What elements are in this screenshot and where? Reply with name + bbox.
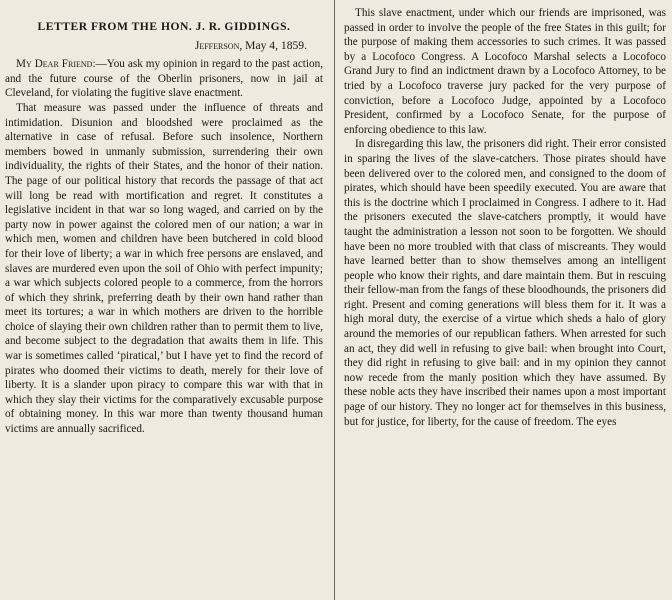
dateline-date: , May 4, 1859. [239, 38, 307, 52]
paragraph-3: This slave enactment, under which our friends are imprisoned, was passed in order to involve the people of the free States in this guilt; for the purpose of making them accessories to such crimes. It was passed by a Locofoco Congress. A Locofoco Marshal selects a Locofoco Grand Jury to find an indictment drawn by a Locofoco Attorney, to be tried by a Locofoco traverse jury packed for the very purpose of conviction, before a Locofoco Judge, appointed by a Locofoco President, confirmed by a Locofoco Senate, for the purpose of enforcing obedience to this law. [344, 7, 666, 136]
dateline-place: Jefferson [194, 38, 240, 52]
paragraph-2: That measure was passed under the influence of threats and intimidation. Disunion and bloodshed were proclaimed as the alternative in case of refusal. Before such insolence, Northern members bowed in unmanly submission, surrendering their own individuality, the rights of their States, and the honor of their nation. The page of our political history that records the passage of that act will long be read with mortification and regret. It constitutes a legislative incident in that war so long waged, and carried on by the party now in power against the colored men of our nation; a war in which men, women and children have been butchered in cold blood for their love of liberty; a war in which free persons are enslaved, and slaves are murdered even upon the soil of Ohio with perfect impunity; a war which subjects colored people to a commerce, from the horrors of which they shrink, preferring death by their own hand rather than meet its tortures; a war in which mothers are driven to the horrible choice of slaying their own children rather than to permit them to live, and become subject to the degradation that awaits them in life. This war is sometimes called ‘piratical,’ but I have yet to find the record of pirates who doomed their victims to death, merely for their love of liberty. It is a slander upon piracy to compare this war with that in which they slay their victims for the comparatively excusable purpose of obtaining money. In this war more than twenty thousand human victims are annually sacrificed. [5, 101, 323, 436]
salutation: My Dear Friend [16, 58, 93, 71]
article-headline: LETTER FROM THE HON. J. R. GIDDINGS. [37, 20, 291, 33]
column-rule [334, 0, 335, 600]
paragraph-1-text: :—You ask my opinion in regard to the past action, and the future course of the Oberlin prisoners, now in jail at Cleveland, for violating the fugitive slave enactment. [5, 58, 323, 100]
paragraph-4: In disregarding this law, the prisoners did right. Their error consisted in sparing the lives of the slave-catchers. Those pirates should have been delivered over to the colored men, and consigned to the doom of pirates, which should have been speedily executed. You are aware that this is the doctrine which I proclaimed in Congress. I adhere to it. Had the prisoners executed the slave-catchers promptly, it would have taught the administration a lesson not soon to be forgotten. We should have been no more troubled with that class of miscreants. They would have learned better than to show themselves among an intelligent people who know their rights, and dare maintain them. But in rescuing their fellow-man from the fangs of these bloodhounds, the prisoners did right. Present and coming generations will bless them for it. It was a high moral duty, the exercise of a virtue which sheds a halo of glory around the memories of our republican fathers. When arrested for such an act, they did well in refusing to give bail: when brought into Court, they did right in refusing to give bail: and in my opinion they cannot now recede from the manly position which they have assumed. By these noble acts they have inscribed their names upon a most important page of our history. They no longer act for themselves in this business, but for justice, for liberty, for the cause of freedom. The eyes [344, 138, 666, 428]
left-column [5, 6, 323, 598]
dateline [5, 39, 323, 54]
paragraph-1 [5, 57, 323, 101]
right-column [344, 6, 666, 598]
